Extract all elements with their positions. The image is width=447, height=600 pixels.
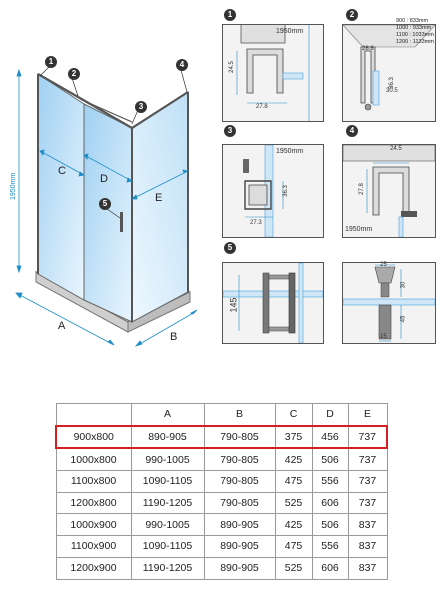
table-cell: 1200x900 [56,557,131,579]
label-a: A [58,320,66,332]
detail-3-panel [222,144,324,238]
table-cell: 837 [348,514,387,536]
table-cell: 1190-1205 [131,557,204,579]
table-cell: 990-1005 [131,514,204,536]
table-cell: 1100x800 [56,471,131,493]
table-cell: 790-805 [204,492,275,514]
table-cell: 525 [275,557,312,579]
front-sliding-panel [84,104,132,322]
table-cell: 890-905 [204,514,275,536]
detail-2-size-item: 1000 : 933mm [396,25,432,31]
detail-2-h1: 36.3 [388,77,395,89]
table-row [56,557,387,579]
table-row [56,492,387,514]
table-cell: 737 [348,426,387,449]
header-cell: C [275,404,312,426]
detail-4-panel [342,144,436,238]
table-cell: 606 [312,557,348,579]
table-cell: 456 [312,426,348,449]
detail-2-size-item: 1200 : 1133mm [396,39,434,45]
table-cell: 737 [348,471,387,493]
detail-4-profile [343,145,435,237]
table-cell: 1200x800 [56,492,131,514]
table-cell: 790-805 [204,471,275,493]
detail-2-w2: 30.5 [386,88,398,94]
table-cell: 556 [312,536,348,558]
dimensions-table [55,403,388,580]
table-cell: 890-905 [131,426,204,449]
door-handle [120,212,123,232]
table-cell: 837 [348,536,387,558]
table-cell: 556 [312,471,348,493]
table-cell: 790-805 [204,426,275,449]
table-cell: 890-905 [204,536,275,558]
marker-5: 5 [99,198,111,210]
detail-1-profile [223,25,323,121]
detail-6-w2: 15 [380,334,387,340]
detail-6-panel [342,262,436,344]
table-cell: 890-905 [204,557,275,579]
detail-1-height: 1950mm [276,28,304,35]
detail-2-w1: 28.8 [362,46,374,52]
side-panel [132,92,188,322]
detail-1-marker: 1 [224,9,236,21]
detail-3-h1: 36.3 [282,185,289,197]
label-e: E [155,192,163,204]
detail-6-h2: 45 [400,315,407,323]
detail-6-w1: 25 [380,262,387,268]
detail-4-height: 1950mm [345,226,373,233]
table-row [56,514,387,536]
table-cell: 990-1005 [131,448,204,470]
detail-3-profile [223,145,323,237]
table-cell: 425 [275,514,312,536]
table-cell: 1000x800 [56,448,131,470]
table-cell: 1190-1205 [131,492,204,514]
header-cell [56,404,131,426]
table-row [56,448,387,470]
marker-3: 3 [135,101,147,113]
table-cell: 1100x900 [56,536,131,558]
table-cell: 475 [275,536,312,558]
table-cell: 837 [348,557,387,579]
marker-1: 1 [45,56,57,68]
detail-3-marker: 3 [224,125,236,137]
table-cell: 506 [312,448,348,470]
table-row [56,536,387,558]
table-cell: 606 [312,492,348,514]
table-cell: 790-805 [204,448,275,470]
marker-4: 4 [176,59,188,71]
table-cell: 425 [275,448,312,470]
table-header-row [56,404,387,426]
detail-2-size-item: 1100 : 1033mm [396,32,434,38]
detail-6-profile [343,263,435,343]
table-row-highlighted [56,426,387,449]
detail-2-size-item: 900 : 833mm [396,18,429,24]
detail-1-panel [222,24,324,122]
label-c: C [58,165,66,177]
marker-2: 2 [68,68,80,80]
detail-1-w1: 24.5 [228,61,235,73]
detail-1-w2: 27.8 [256,104,268,110]
table-cell: 525 [275,492,312,514]
front-fixed-panel [38,74,84,300]
detail-4-w1: 24.5 [390,146,402,152]
table-cell: 375 [275,426,312,449]
detail-3-w1: 27.3 [250,220,262,226]
table-cell: 900x800 [56,426,131,449]
table-cell: 506 [312,514,348,536]
header-cell: B [204,404,275,426]
table-cell: 737 [348,448,387,470]
detail-5-h1: 145 [228,297,239,313]
detail-4-h1: 27.8 [358,183,365,195]
detail-2-marker: 2 [346,9,358,21]
detail-3-height: 1950mm [276,148,304,155]
table-cell: 1090-1105 [131,471,204,493]
height-label: 1950mm [10,172,17,200]
label-b: B [170,331,178,343]
table-row [56,471,387,493]
table-cell: 737 [348,492,387,514]
detail-2-size-list [396,18,434,46]
header-cell: D [312,404,348,426]
detail-6-h1: 30 [400,281,407,289]
header-cell: A [131,404,204,426]
detail-5-marker: 5 [224,242,236,254]
header-cell: E [348,404,387,426]
table-cell: 475 [275,471,312,493]
detail-4-marker: 4 [346,125,358,137]
label-d: D [100,173,108,185]
table-cell: 1000x900 [56,514,131,536]
table-cell: 1090-1105 [131,536,204,558]
